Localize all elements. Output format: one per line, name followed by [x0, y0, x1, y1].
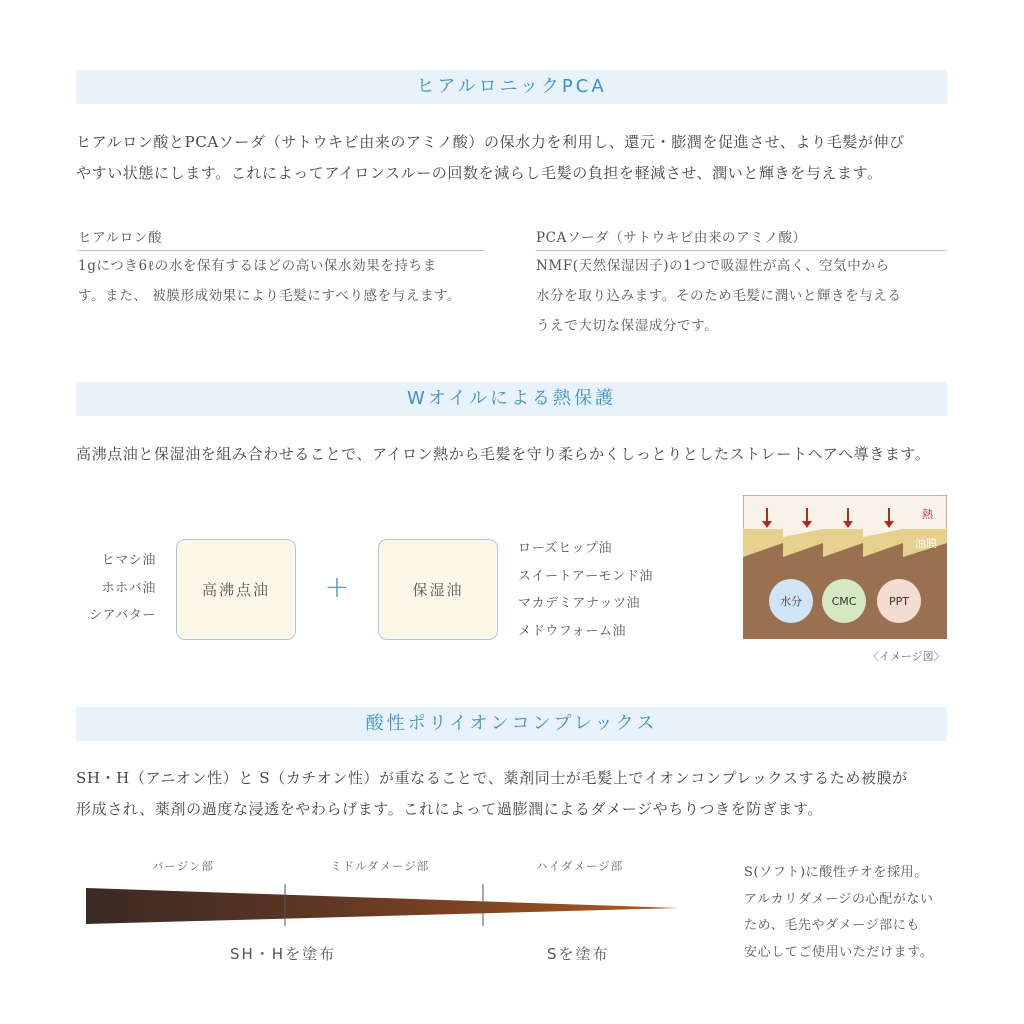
plus-icon: +: [324, 570, 350, 605]
pca-soda-text: [536, 251, 956, 341]
note-line: ため、毛先やダメージ部にも: [744, 918, 921, 933]
complex-intro-line-2: 形成され、薬剤の過度な浸透をやわらげます。これによって過膨潤によるダメージやちりつきを防ぎます。: [76, 800, 824, 818]
heat-protection-diagram: [743, 495, 947, 639]
complex-intro-line-1: SH・H（アニオン性）と S（カチオン性）が重なることで、薬剤同士が毛髪上でイオンコンプレックスするため被膜が: [76, 769, 908, 787]
hyaluronic-acid-text: [78, 251, 498, 311]
zone-label-middle-damage: ミドルダメージ部: [330, 859, 430, 873]
hyaluronic-intro: [76, 127, 956, 189]
oil-film-label: 油膜: [915, 537, 937, 550]
cmc-label: CMC: [831, 595, 857, 608]
zone-label-virgin: バージン部: [152, 859, 214, 873]
oil-item: メドウフォーム油: [518, 623, 627, 639]
apply-sh-h-label: SH・Hを塗布: [230, 945, 337, 963]
pca-soda-heading: PCAソーダ（サトウキビ由来のアミノ酸）: [536, 226, 946, 251]
high-boiling-oil-list: [82, 547, 156, 630]
oil-item: シアバター: [89, 608, 156, 623]
apply-s-label: Sを塗布: [547, 945, 610, 963]
high-boiling-oil-box: 高沸点油: [176, 539, 296, 640]
hyaluronic-acid-line-2: す。また、 被膜形成効果により毛髪にすべり感を与えます。: [78, 288, 462, 304]
hyaluronic-acid-line-1: 1gにつき6ℓの水を保有するほどの高い保水効果を持ちま: [78, 258, 437, 274]
zone-label-high-damage: ハイダメージ部: [536, 859, 624, 873]
moisturizing-oil-list: [518, 535, 653, 645]
pca-soda-line-3: うえで大切な保湿成分です。: [536, 318, 719, 334]
hyaluronic-intro-line-1: ヒアルロン酸とPCAソーダ（サトウキビ由来のアミノ酸）の保水力を利用し、還元・膨潤を促進させ、より毛髪が伸び: [76, 133, 905, 151]
hair-wedge-diagram: [86, 880, 686, 930]
diagram-caption: 〈イメージ図〉: [868, 650, 945, 663]
hyaluronic-acid-heading: ヒアルロン酸: [78, 226, 484, 251]
pca-soda-line-2: 水分を取り込みます。そのため毛髪に潤いと輝きを与える: [536, 288, 902, 304]
note-line: アルカリダメージの心配がない: [744, 891, 934, 907]
hair-wedge: [86, 888, 680, 924]
note-line: 安心してご使用いただけます。: [744, 944, 934, 960]
oil-item: ヒマシ油: [101, 553, 156, 568]
oil-item: マカデミアナッツ油: [518, 596, 641, 611]
section-title-hyaluronic: ヒアルロニックPCA: [76, 70, 947, 104]
moisturizing-oil-box: 保湿油: [378, 539, 498, 640]
note-line: S(ソフト)に酸性チオを採用。: [744, 865, 928, 880]
oil-item: ホホバ油: [101, 580, 156, 596]
heat-label: 熱: [922, 508, 933, 521]
oil-item: スイートアーモンド油: [518, 568, 653, 584]
oil-item: ローズヒップ油: [518, 541, 613, 556]
oil-intro: [76, 439, 956, 470]
pca-soda-line-1: NMF(天然保湿因子)の1つで吸湿性が高く、空気中から: [536, 258, 890, 274]
soft-note: [744, 860, 964, 966]
ppt-label: PPT: [889, 595, 909, 608]
hyaluronic-intro-line-2: やすい状態にします。これによってアイロンスルーの回数を減らし毛髪の負担を軽減させ、潤いと輝きを与えます。: [76, 164, 883, 182]
complex-intro: [76, 763, 956, 825]
oil-intro-line: 高沸点油と保湿油を組み合わせることで、アイロン熱から毛髪を守り柔らかくしっとりとしたストレートヘアへ導きます。: [76, 445, 931, 463]
water-label: 水分: [780, 595, 802, 608]
section-title-oil: Wオイルによる熱保護: [76, 382, 947, 416]
section-title-complex: 酸性ポリイオンコンプレックス: [76, 707, 947, 741]
